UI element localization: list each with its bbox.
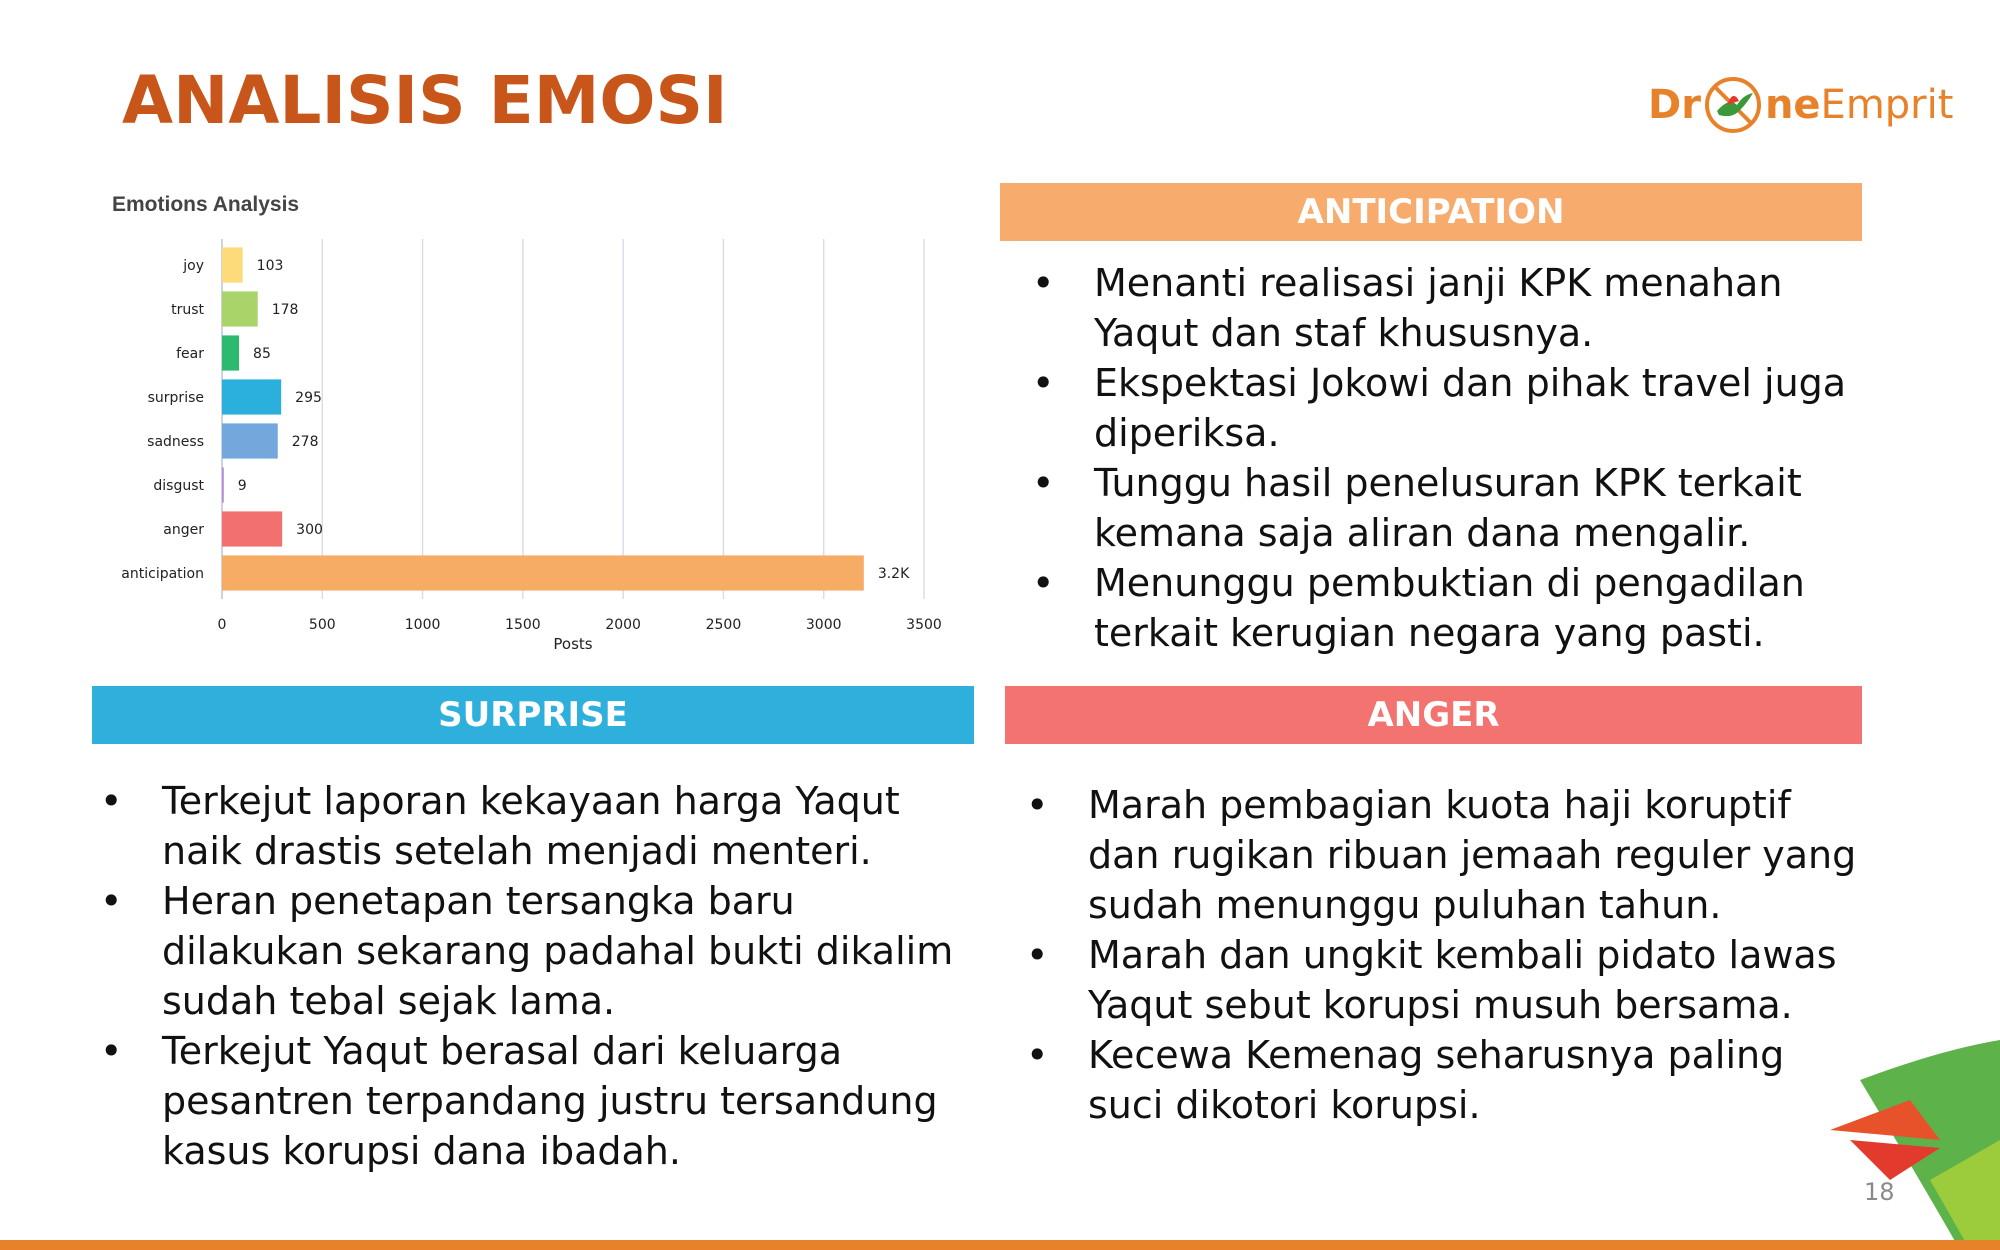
bar-trust <box>222 291 258 326</box>
x-tick-label: 1000 <box>404 617 441 633</box>
x-tick-label: 1500 <box>505 617 541 633</box>
list-item: • Heran penetapan tersangka baru dilakukan sekarang padahal bukti dikalim sudah tebal sejak lama. <box>92 876 972 1026</box>
drone-emprit-logo <box>1648 70 1953 140</box>
anger-heading: ANGER <box>1005 686 1862 744</box>
category-label: anticipation <box>121 566 204 582</box>
x-tick-label: 500 <box>308 617 336 633</box>
value-label: 300 <box>296 522 323 538</box>
anger-list <box>1018 780 1868 1130</box>
value-label: 85 <box>253 346 271 362</box>
list-item: • Marah dan ungkit kembali pidato lawas Yaqut sebut korupsi musuh bersama. <box>1018 930 1868 1030</box>
logo-text-emprit: Emprit <box>1820 82 1954 128</box>
value-label: 3.2K <box>877 566 910 582</box>
list-item: • Menanti realisasi janji KPK menahan Yaqut dan staf khususnya. <box>1024 258 1864 358</box>
surprise-heading: SURPRISE <box>92 686 974 744</box>
chart-title: Emotions Analysis <box>112 193 300 216</box>
category-label: joy <box>183 258 204 274</box>
surprise-list <box>92 776 972 1176</box>
list-item: • Tunggu hasil penelusuran KPK terkait kemana saja aliran dana mengalir. <box>1024 458 1864 558</box>
emotions-chart <box>100 185 950 665</box>
category-label: surprise <box>147 390 204 406</box>
bar-anticipation <box>222 555 864 590</box>
bar-anger <box>222 511 282 546</box>
list-item: • Menunggu pembuktian di pengadilan terkait kerugian negara yang pasti. <box>1024 558 1864 658</box>
anticipation-heading: ANTICIPATION <box>1000 183 1862 241</box>
x-tick-label: 2500 <box>705 617 742 633</box>
x-axis-label: Posts <box>553 635 593 653</box>
value-label: 9 <box>237 478 247 494</box>
drone-bird-icon <box>1703 75 1763 135</box>
x-tick-label: 2000 <box>605 617 641 633</box>
x-tick-label: 3000 <box>805 617 842 633</box>
value-label: 178 <box>271 302 299 318</box>
list-item: • Terkejut Yaqut berasal dari keluarga pesantren terpandang justru tersandung kasus korupsi dana ibadah. <box>92 1026 972 1176</box>
value-label: 295 <box>295 390 322 406</box>
bar-joy <box>222 247 243 282</box>
category-label: anger <box>163 522 204 538</box>
list-item: • Kecewa Kemenag seharusnya paling suci dikotori korupsi. <box>1018 1030 1868 1130</box>
value-label: 278 <box>291 434 319 450</box>
category-label: trust <box>171 302 204 318</box>
anticipation-list <box>1024 258 1864 658</box>
bottom-accent-bar <box>0 1240 2000 1250</box>
list-item: • Terkejut laporan kekayaan harga Yaqut naik drastis setelah menjadi menteri. <box>92 776 972 876</box>
emotions-bar-chart <box>100 185 950 665</box>
page-number: 18 <box>1864 1178 1895 1206</box>
x-tick-label: 0 <box>217 617 227 633</box>
bar-fear <box>222 335 239 370</box>
category-label: disgust <box>153 478 204 494</box>
category-label: sadness <box>147 434 204 450</box>
logo-text-ne: ne <box>1764 82 1821 128</box>
list-item: • Ekspektasi Jokowi dan pihak travel juga diperiksa. <box>1024 358 1864 458</box>
category-label: fear <box>176 346 204 362</box>
bar-surprise <box>222 379 281 414</box>
slide-title: ANALISIS EMOSI <box>122 62 728 139</box>
value-label: 103 <box>256 258 284 274</box>
bar-sadness <box>222 423 278 458</box>
x-tick-label: 3500 <box>906 617 942 633</box>
list-item: • Marah pembagian kuota haji koruptif dan rugikan ribuan jemaah reguler yang sudah menunggu puluhan tahun. <box>1018 780 1868 930</box>
logo-text-dr: Dr <box>1648 82 1701 128</box>
bar-disgust <box>222 467 224 502</box>
decorative-leaf-shape <box>1820 1040 2000 1250</box>
